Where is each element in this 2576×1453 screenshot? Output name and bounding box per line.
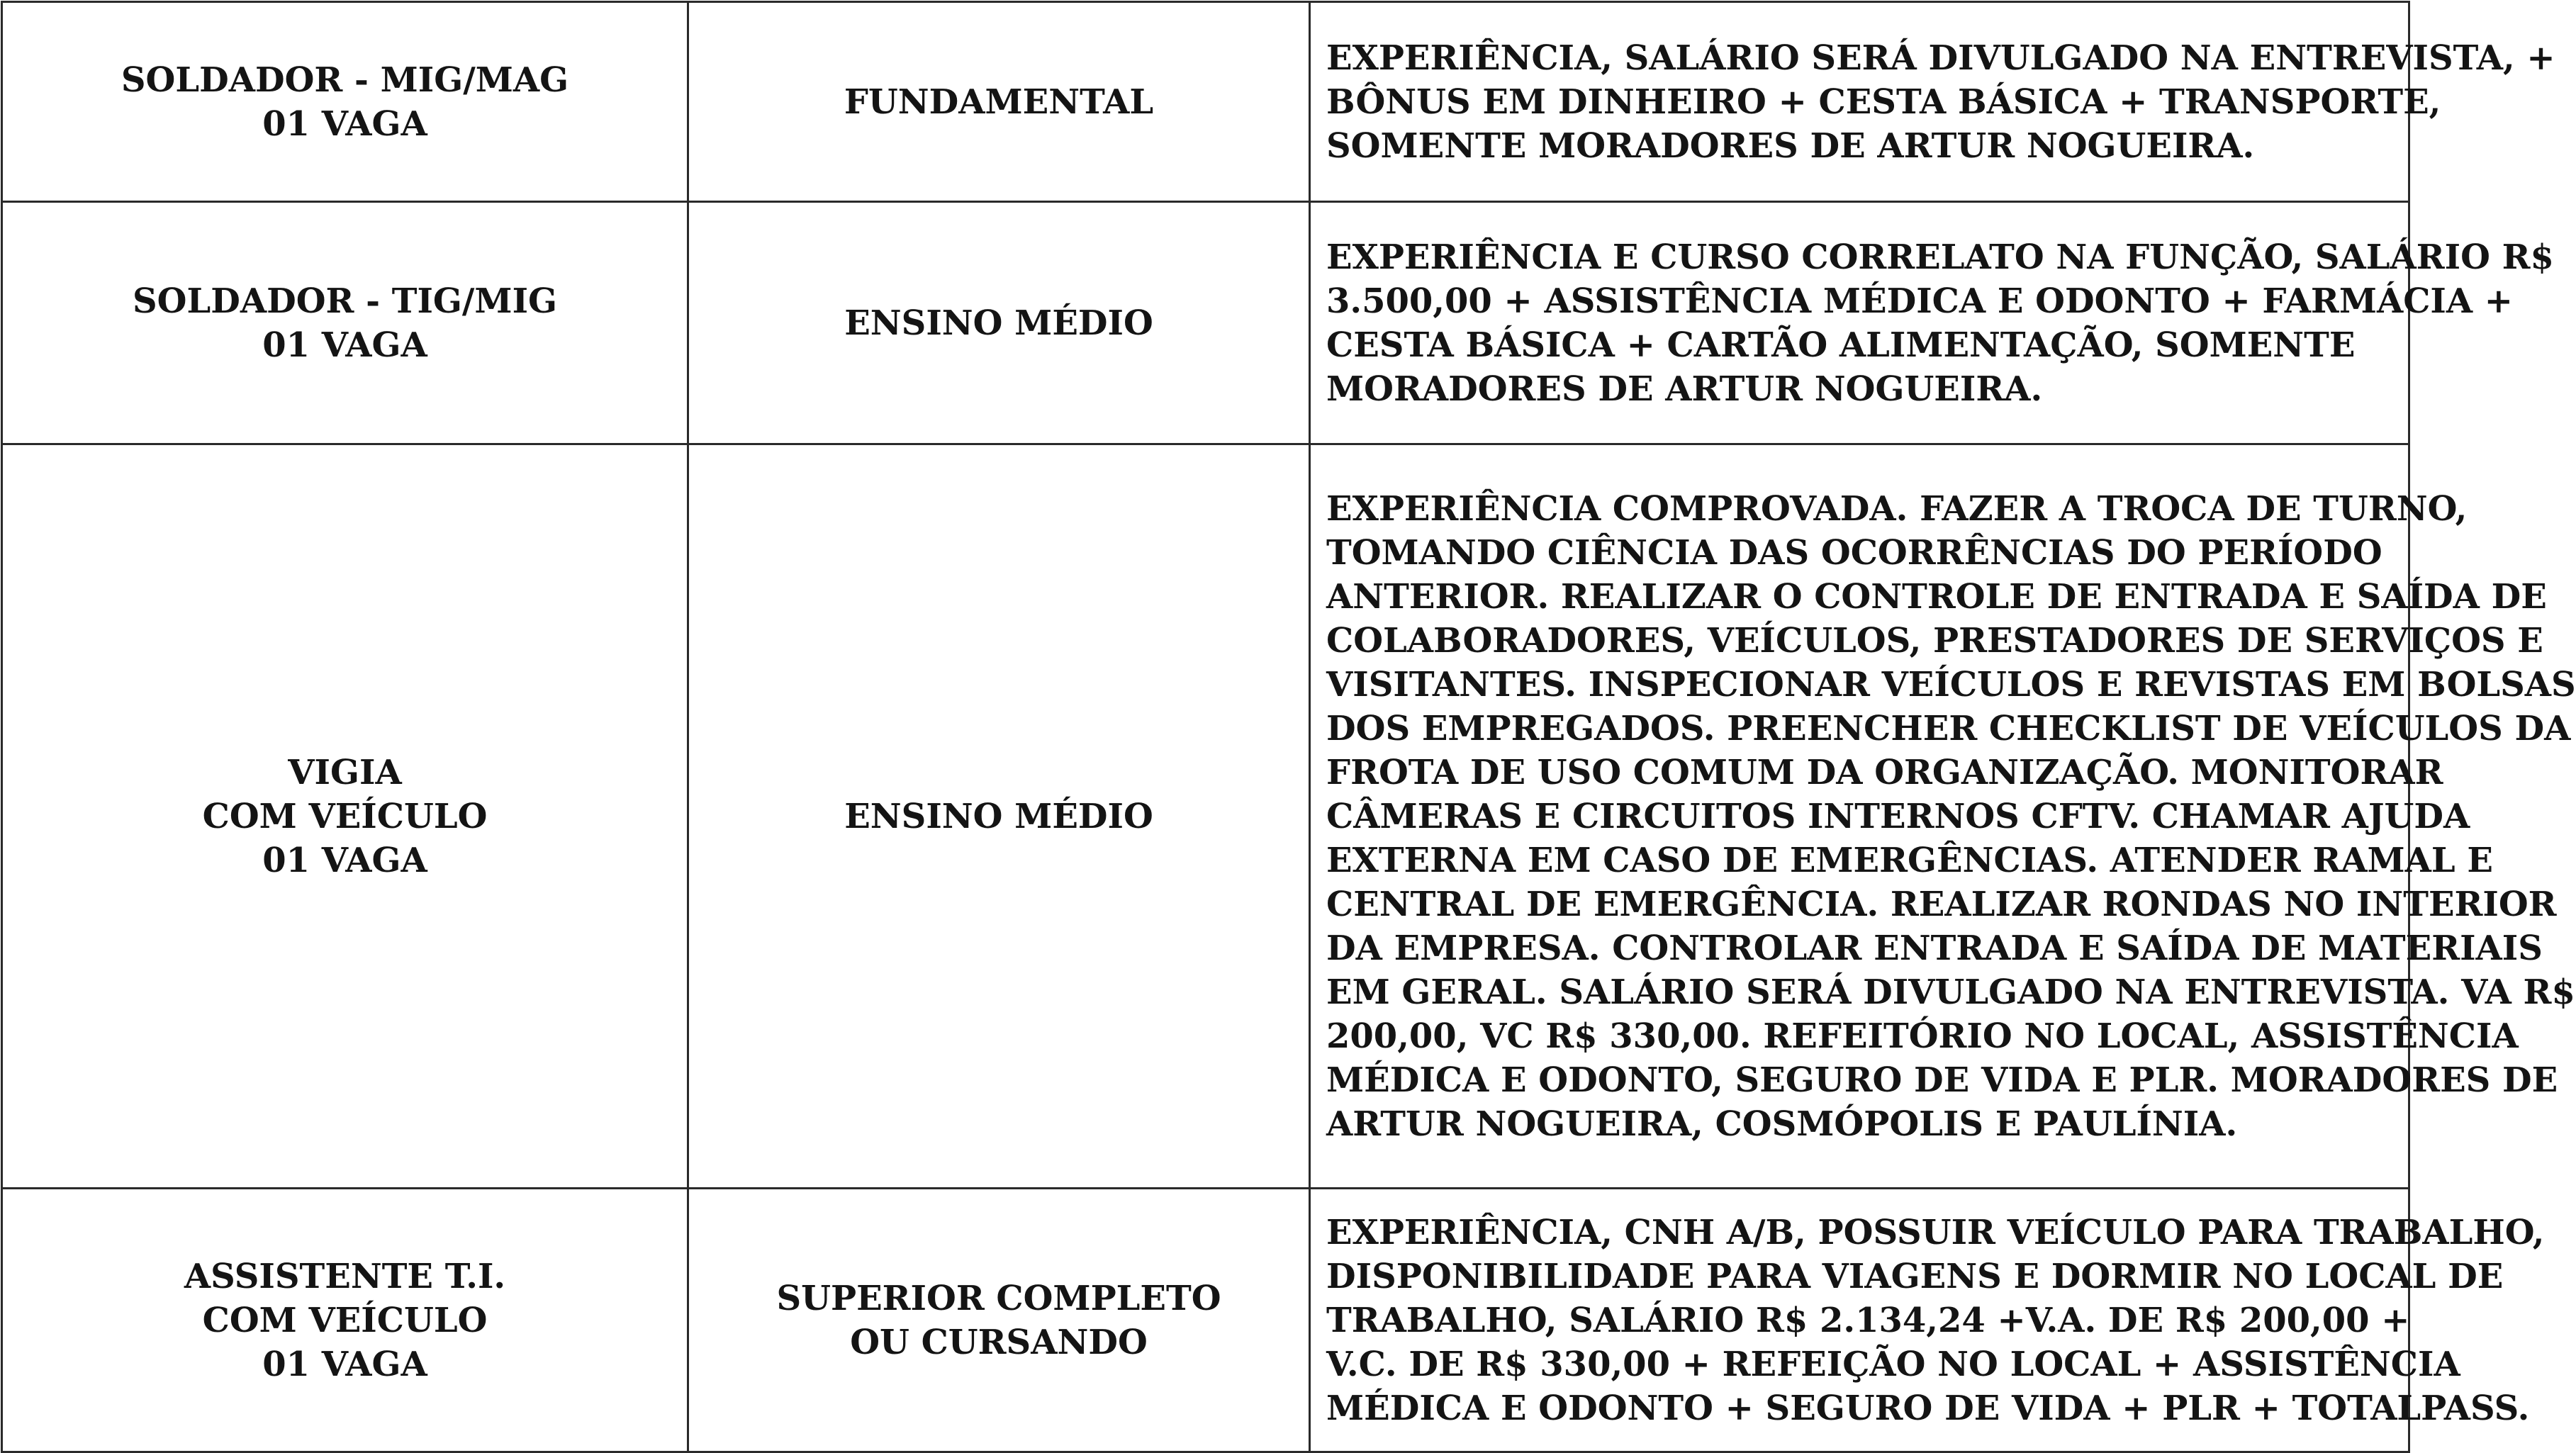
requirements-line: CENTRAL DE EMERGÊNCIA. REALIZAR RONDAS NO INTERIOR: [1326, 884, 2557, 924]
requirements-line: MÉDICA E ODONTO + SEGURO DE VIDA + PLR + TOTALPASS.: [1326, 1388, 2530, 1428]
requirements-line: CESTA BÁSICA + CARTÃO ALIMENTAÇÃO, SOMENTE: [1326, 325, 2356, 365]
requirements-cell: [1310, 444, 2576, 1189]
requirements-line: VISITANTES. INSPECIONAR VEÍCULOS E REVISTAS EM BOLSAS: [1326, 664, 2576, 705]
requirements-cell: [1310, 2, 2555, 202]
job-title-line: SOLDADOR - MIG/MAG: [121, 60, 569, 100]
job-title-cell: [2, 2, 688, 202]
requirements-line: MÉDICA E ODONTO, SEGURO DE VIDA E PLR. MORADORES DE: [1326, 1060, 2558, 1100]
education-cell: [688, 1189, 1310, 1452]
requirements-line: 3.500,00 + ASSISTÊNCIA MÉDICA E ODONTO + FARMÁCIA +: [1326, 281, 2514, 321]
requirements-line: 200,00, VC R$ 330,00. REFEITÓRIO NO LOCAL, ASSISTÊNCIA: [1326, 1016, 2519, 1056]
requirements-line: DA EMPRESA. CONTROLAR ENTRADA E SAÍDA DE MATERIAIS: [1326, 928, 2543, 968]
vacancy-count: 01 VAGA: [262, 1344, 427, 1384]
requirements-line: ARTUR NOGUEIRA, COSMÓPOLIS E PAULÍNIA.: [1326, 1104, 2238, 1144]
vacancy-count: 01 VAGA: [262, 103, 427, 144]
education-line: SUPERIOR COMPLETO: [776, 1278, 1221, 1318]
requirements-line: MORADORES DE ARTUR NOGUEIRA.: [1326, 369, 2043, 409]
requirements-line: BÔNUS EM DINHEIRO + CESTA BÁSICA + TRANSPORTE,: [1326, 82, 2441, 122]
job-openings-table: [1, 1, 2576, 1453]
vacancy-count: 01 VAGA: [262, 840, 427, 880]
requirements-line: EXTERNA EM CASO DE EMERGÊNCIAS. ATENDER RAMAL E: [1326, 840, 2493, 880]
requirements-line: TRABALHO, SALÁRIO R$ 2.134,24 +V.A. DE R$ 200,00 +: [1326, 1300, 2410, 1340]
requirements-line: COLABORADORES, VEÍCULOS, PRESTADORES DE SERVIÇOS E: [1326, 620, 2543, 661]
requirements-cell: [1310, 1189, 2545, 1452]
requirements-cell: [1310, 202, 2554, 444]
job-title-cell: [2, 202, 688, 444]
education-cell: [688, 444, 1310, 1189]
table-row: [2, 444, 2409, 1189]
requirements-line: DISPONIBILIDADE PARA VIAGENS E DORMIR NO LOCAL DE: [1326, 1256, 2504, 1296]
education-line: OU CURSANDO: [850, 1322, 1148, 1362]
requirements-line: SOMENTE MORADORES DE ARTUR NOGUEIRA.: [1326, 125, 2255, 166]
job-title-line: COM VEÍCULO: [202, 796, 488, 836]
requirements-line: DOS EMPREGADOS. PREENCHER CHECKLIST DE VEÍCULOS DA: [1326, 708, 2571, 748]
education-cell: [688, 202, 1310, 444]
job-title-cell: [2, 1189, 688, 1452]
requirements-line: CÂMERAS E CIRCUITOS INTERNOS CFTV. CHAMAR AJUDA: [1326, 796, 2470, 836]
requirements-line: V.C. DE R$ 330,00 + REFEIÇÃO NO LOCAL + ASSISTÊNCIA: [1326, 1344, 2460, 1384]
job-title-line: SOLDADOR - TIG/MIG: [132, 281, 558, 321]
requirements-line: EXPERIÊNCIA E CURSO CORRELATO NA FUNÇÃO, SALÁRIO R$: [1326, 237, 2554, 277]
requirements-line: ANTERIOR. REALIZAR O CONTROLE DE ENTRADA E SAÍDA DE: [1326, 576, 2547, 617]
job-title-line: COM VEÍCULO: [202, 1300, 488, 1340]
requirements-line: EM GERAL. SALÁRIO SERÁ DIVULGADO NA ENTREVISTA. VA R$: [1326, 972, 2575, 1012]
job-title-cell: [2, 444, 688, 1189]
requirements-line: EXPERIÊNCIA, CNH A/B, POSSUIR VEÍCULO PARA TRABALHO,: [1326, 1212, 2545, 1252]
requirements-line: TOMANDO CIÊNCIA DAS OCORRÊNCIAS DO PERÍODO: [1326, 532, 2382, 573]
education-line: FUNDAMENTAL: [844, 82, 1154, 122]
education-cell: [688, 2, 1310, 202]
table-row: [2, 2, 2409, 202]
requirements-line: EXPERIÊNCIA, SALÁRIO SERÁ DIVULGADO NA ENTREVISTA, +: [1326, 38, 2555, 78]
requirements-line: EXPERIÊNCIA COMPROVADA. FAZER A TROCA DE TURNO,: [1326, 488, 2468, 529]
table-row: [2, 1189, 2409, 1452]
table-row: [2, 202, 2409, 444]
education-line: ENSINO MÉDIO: [844, 796, 1153, 836]
education-line: ENSINO MÉDIO: [844, 303, 1153, 343]
vacancy-count: 01 VAGA: [262, 325, 427, 365]
job-title-line: ASSISTENTE T.I.: [184, 1256, 506, 1296]
requirements-line: FROTA DE USO COMUM DA ORGANIZAÇÃO. MONITORAR: [1326, 752, 2443, 792]
job-title-line: VIGIA: [288, 752, 402, 792]
